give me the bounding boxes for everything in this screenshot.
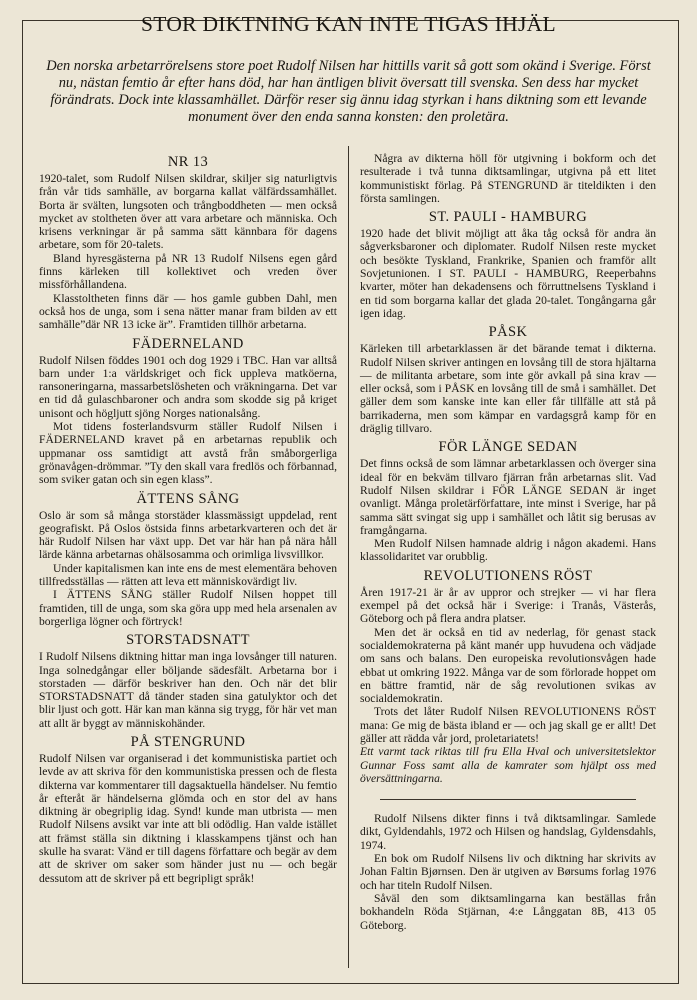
faderneland-paragraph: Mot tidens fosterlandsvurm ställer Rudolf Nilsen i FÄDERNELAND kravet på en arbetarnas republik och uppmanar oss samtidigt att avstå från småborgerliga grönavågen-drömmar. ”Ty den skall vara fredlös och förbannad, som sviker gatan och sin egen klass”. — [39, 420, 337, 487]
acknowledgement-note: Ett varmt tack riktas till fru Ella Hval och universitetslektor Gunnar Foss samt alla de kamrater som hjälpt oss med översättningarna. — [360, 745, 656, 785]
column-divider — [348, 146, 349, 968]
for-lange-sedan-paragraph: Men Rudolf Nilsen hamnade aldrig i någon akademi. Hans klassolidaritet var orubblig. — [360, 537, 656, 564]
pa-stengrund-paragraph: Rudolf Nilsen var organiserad i det kommunistiska partiet och levde av att skriva för den kommunistiska pressen och de flesta dikterna var kommentarer till dagsaktuella händelser. Nu femtio år efteråt är händelserna glömda och en stor del av hans diktning är obegriplig idag. Synd! kunde man utbrista — men Rudolf Nilsens avsikt var inte att bli odödlig. Han valde istället att främst ställa sin diktning i klasskampens tjänst och han skulle ha svarat: Vänd er till dagens författare och begär av dem att de skriver om saker som händer just nu — och begär dessutom att de skriver på ett begripligt språk! — [39, 751, 337, 885]
right-intro-paragraph: Några av dikterna höll för utgivning i bokform och det resulterade i två tunna diktsamlingar, utgivna på ett litet kommunistiskt förlag. På STENGRUND är titeldikten i den första samlingen. — [360, 152, 656, 205]
books-info — [360, 812, 656, 932]
section-heading-revolutionens-rost: REVOLUTIONENS RÖST — [423, 567, 593, 584]
revolutionens-rost-paragraph: Men det är också en tid av nederlag, för genast stack socialdemokraterna på känt manér upp huvudena och vädjade om sans och balans. Den europeiska revolutionsvågen hade ebbat ut omkring 1922. Många var de som förlorade hoppet om en bättre framtid, när de såg revolutionen svikas av socialdemokratin. — [360, 625, 656, 706]
revolutionens-rost-paragraph: Trots det låter Rudolf Nilsen REVOLUTIONENS RÖST mana: Ge mig de bästa ibland er — och jag skall ge er allt! Det gäller att rädda vår jord, proletariatets! — [360, 705, 656, 745]
attens-sang-paragraph: I ÄTTENS SÅNG ställer Rudolf Nilsen hoppet till framtiden, till de unga, som ska göra upp med hela arsenalen av borgerliga lögner och förtryck! — [39, 588, 337, 628]
section-divider — [380, 799, 636, 800]
for-lange-sedan-paragraph: Det finns också de som lämnar arbetarklassen och överger sina ideal för en bekväm tillvaro fjärran från arbetarnas slit. Vad Rudolf Nilsen skildrar i FÖR LÄNGE SEDAN är inget ovanligt. Många proletärförfattare, inte minst i Sverige, har på samma sätt svingat sig upp i samhället och låtit sig berusas av framgångarna. — [360, 457, 656, 537]
nr13-paragraph: Bland hyresgästerna på NR 13 Rudolf Nilsens egen gård finns kärleken till kollektivet och vreden över missförhållandena. — [39, 251, 337, 292]
nr13-paragraph: 1920-talet, som Rudolf Nilsen skildrar, skiljer sig naturligtvis från vår tids samhälle, av borgarna kallat välfärdssamhället. Borta är svälten, lungsoten och trångboddheten — men också mycket av stoltheten över att vara arbetare och människa. Och krisens verkningar är på samma sätt kännbara för dagens arbetare, som för 20-talets. — [39, 172, 337, 252]
attens-sang-paragraph: Oslo är som så många storstäder klassmässigt uppdelad, rent geografiskt. På Oslos östsida finns arbetarkvarteren och det är här Rudolf Nilsen har växt upp. Det var här han på nära håll lärde känna arbetarnas ohälsosamma och orimliga livsvillkor. — [39, 508, 337, 562]
section-heading-nr13: NR 13 — [167, 154, 209, 170]
books-paragraph: Såväl den som diktsamlingarna kan beställas från bokhandeln Röda Stjärnan, 4:e Långgatan 8B, 413 05 Göteborg. — [360, 891, 656, 932]
section-heading-pask: PÅSK — [488, 324, 528, 341]
storstadsnatt-paragraph: I Rudolf Nilsens diktning hittar man inga lovsånger till naturen. Inga solnedgångar eller böljande sädesfält. Arbetarna bor i storstaden — därför beskriver han den. Och när det blir STORSTADSNATT då tänder staden sina gatulyktor och det blir ljust och gott. Här kan man känna sig trygg, för här vet man att allt är byggt av människohänder. — [39, 650, 337, 730]
section-heading-attens-sang: ÄTTENS SÅNG — [136, 490, 240, 507]
section-heading-faderneland: FÄDERNELAND — [132, 335, 244, 352]
books-paragraph: En bok om Rudolf Nilsens liv och diktning har skrivits av Johan Faltin Bjørnsen. Den är utgiven av Børsums forlag 1976 och har titeln Rudolf Nilsen. — [360, 852, 656, 892]
books-paragraph: Rudolf Nilsens dikter finns i två diktsamlingar. Samlede dikt, Gyldendahls, 1972 och Hilsen og handslag, Gyldensdahls, 1974. — [360, 812, 656, 852]
section-heading-pa-stengrund: PÅ STENGRUND — [130, 733, 246, 750]
page-title: STOR DIKTNING KAN INTE TIGAS IHJÄL — [141, 12, 556, 36]
left-column — [39, 152, 337, 885]
st-pauli-paragraph: 1920 hade det blivit möjligt att åka tåg också för andra än sågverksbaroner och diplomater. Rudolf Nilsen reste mycket och besökte Tyskland, Frankrike, Spanien och framför allt Sovjetunionen. I ST. PAULI - HAMBURG, Reeperbahns kvarter, möter han dekadensens och förruttnelsens Tyskland i en tid som borgarna kallar det glada 20-talet. Tongångarna går igen idag. — [360, 227, 656, 320]
section-heading-for-lange-sedan: FÖR LÄNGE SEDAN — [438, 439, 578, 456]
nr13-paragraph: Klasstoltheten finns där — hos gamle gubben Dahl, men också hos de unga, som i sena nätter manar fram bilden av ett samhälle”där NR 13 icke är”. Framtiden tillhör arbetarna. — [39, 291, 337, 332]
intro-paragraph: Den norska arbetarrörelsens store poet Rudolf Nilsen har hittills varit så gott som okänd i Sverige. Först nu, nästan femtio år efter hans död, har han äntligen blivit översatt till svenska. Sen dess har mycket förändrats. Dock inte klassamhället. Därför reser sig ännu idag styrkan i hans diktning som ett levande monument över den enda sanna konsten: den proletära. — [46, 58, 651, 125]
attens-sang-paragraph: Under kapitalismen kan inte ens de mest elementära behoven tillfredsställas — rätten att leva ett människovärdigt liv. — [39, 561, 337, 589]
faderneland-paragraph: Rudolf Nilsen föddes 1901 och dog 1929 i TBC. Han var alltså barn under 1:a världskriget och fick uppleva matköerna, ransoneringarna, massarbetslösheten och vräkningarna. Det var en tid då gulaschbaroner och andra som skodde sig på kriget unisont och högljutt sjöng Norges nationalsång. — [39, 353, 337, 420]
revolutionens-rost-paragraph: Åren 1917-21 är år av uppror och strejker — vi har flera exempel på det också här i Sverige: i Tranås, Västerås, Göteborg och på flera andra platser. — [360, 585, 656, 626]
pask-paragraph: Kärleken till arbetarklassen är det bärande temat i dikterna. Rudolf Nilsen skriver antingen en lovsång till de stora hjältarna — de militanta arbetare, som inte gör avkall på sina krav — eller också, som i PÅSK en lovsång till de små i samhället. Det gäller dem som kanske inte kan eller får tillfälle att stå på barrikaderna, men som kämpar en vardagsgrå kamp för en dräglig tillvaro. — [360, 342, 656, 436]
section-heading-storstadsnatt: STORSTADSNATT — [126, 632, 250, 649]
section-heading-st-pauli: ST. PAULI - HAMBURG — [428, 209, 588, 226]
right-column — [360, 152, 656, 932]
